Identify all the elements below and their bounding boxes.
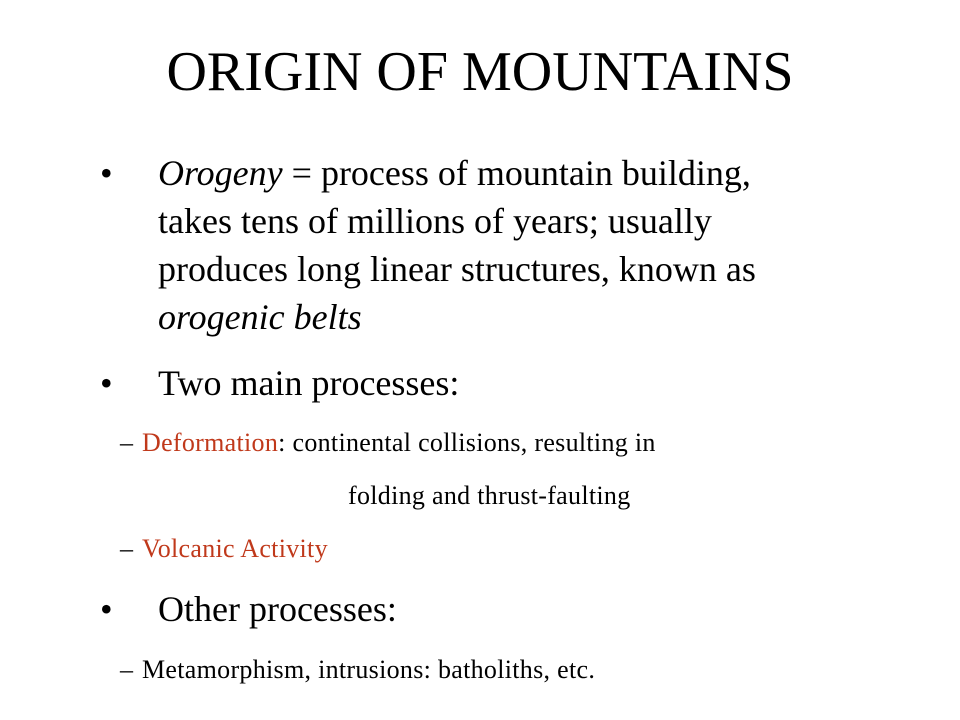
metamorphism-text: Metamorphism, intrusions: batholiths, etc.	[142, 655, 596, 684]
bullet-1-line-2: takes tens of millions of years; usually	[158, 201, 712, 241]
bullet-1-line-3: produces long linear structures, known as	[158, 249, 756, 289]
sub-bullet-volcanic	[120, 533, 328, 565]
bullet-2-text: Two main processes:	[158, 363, 460, 403]
bullet-1-line-4	[158, 296, 362, 338]
sub-bullet-dash: –	[120, 655, 134, 684]
sub-bullet-dash: –	[120, 428, 134, 457]
bullet-marker: •	[100, 363, 113, 403]
sub-bullet-metamorphism	[120, 654, 595, 686]
term-orogeny: Orogeny	[158, 153, 283, 193]
bullet-marker: •	[100, 589, 113, 629]
bullet-1-line-1	[158, 152, 751, 194]
bullet-marker: •	[100, 153, 113, 193]
term-orogenic-belts: orogenic belts	[158, 297, 362, 337]
bullet-1-line-1-text: = process of mountain building,	[282, 153, 751, 193]
bullet-3-text: Other processes:	[158, 589, 397, 629]
deformation-continuation: folding and thrust-faulting	[348, 481, 631, 510]
deformation-description: : continental collisions, resulting in	[278, 428, 656, 457]
term-volcanic-activity: Volcanic Activity	[142, 534, 328, 563]
slide-title: ORIGIN OF MOUNTAINS	[166, 41, 794, 103]
sub-bullet-dash: –	[120, 534, 134, 563]
sub-bullet-deformation	[120, 427, 656, 459]
term-deformation: Deformation	[142, 428, 279, 457]
